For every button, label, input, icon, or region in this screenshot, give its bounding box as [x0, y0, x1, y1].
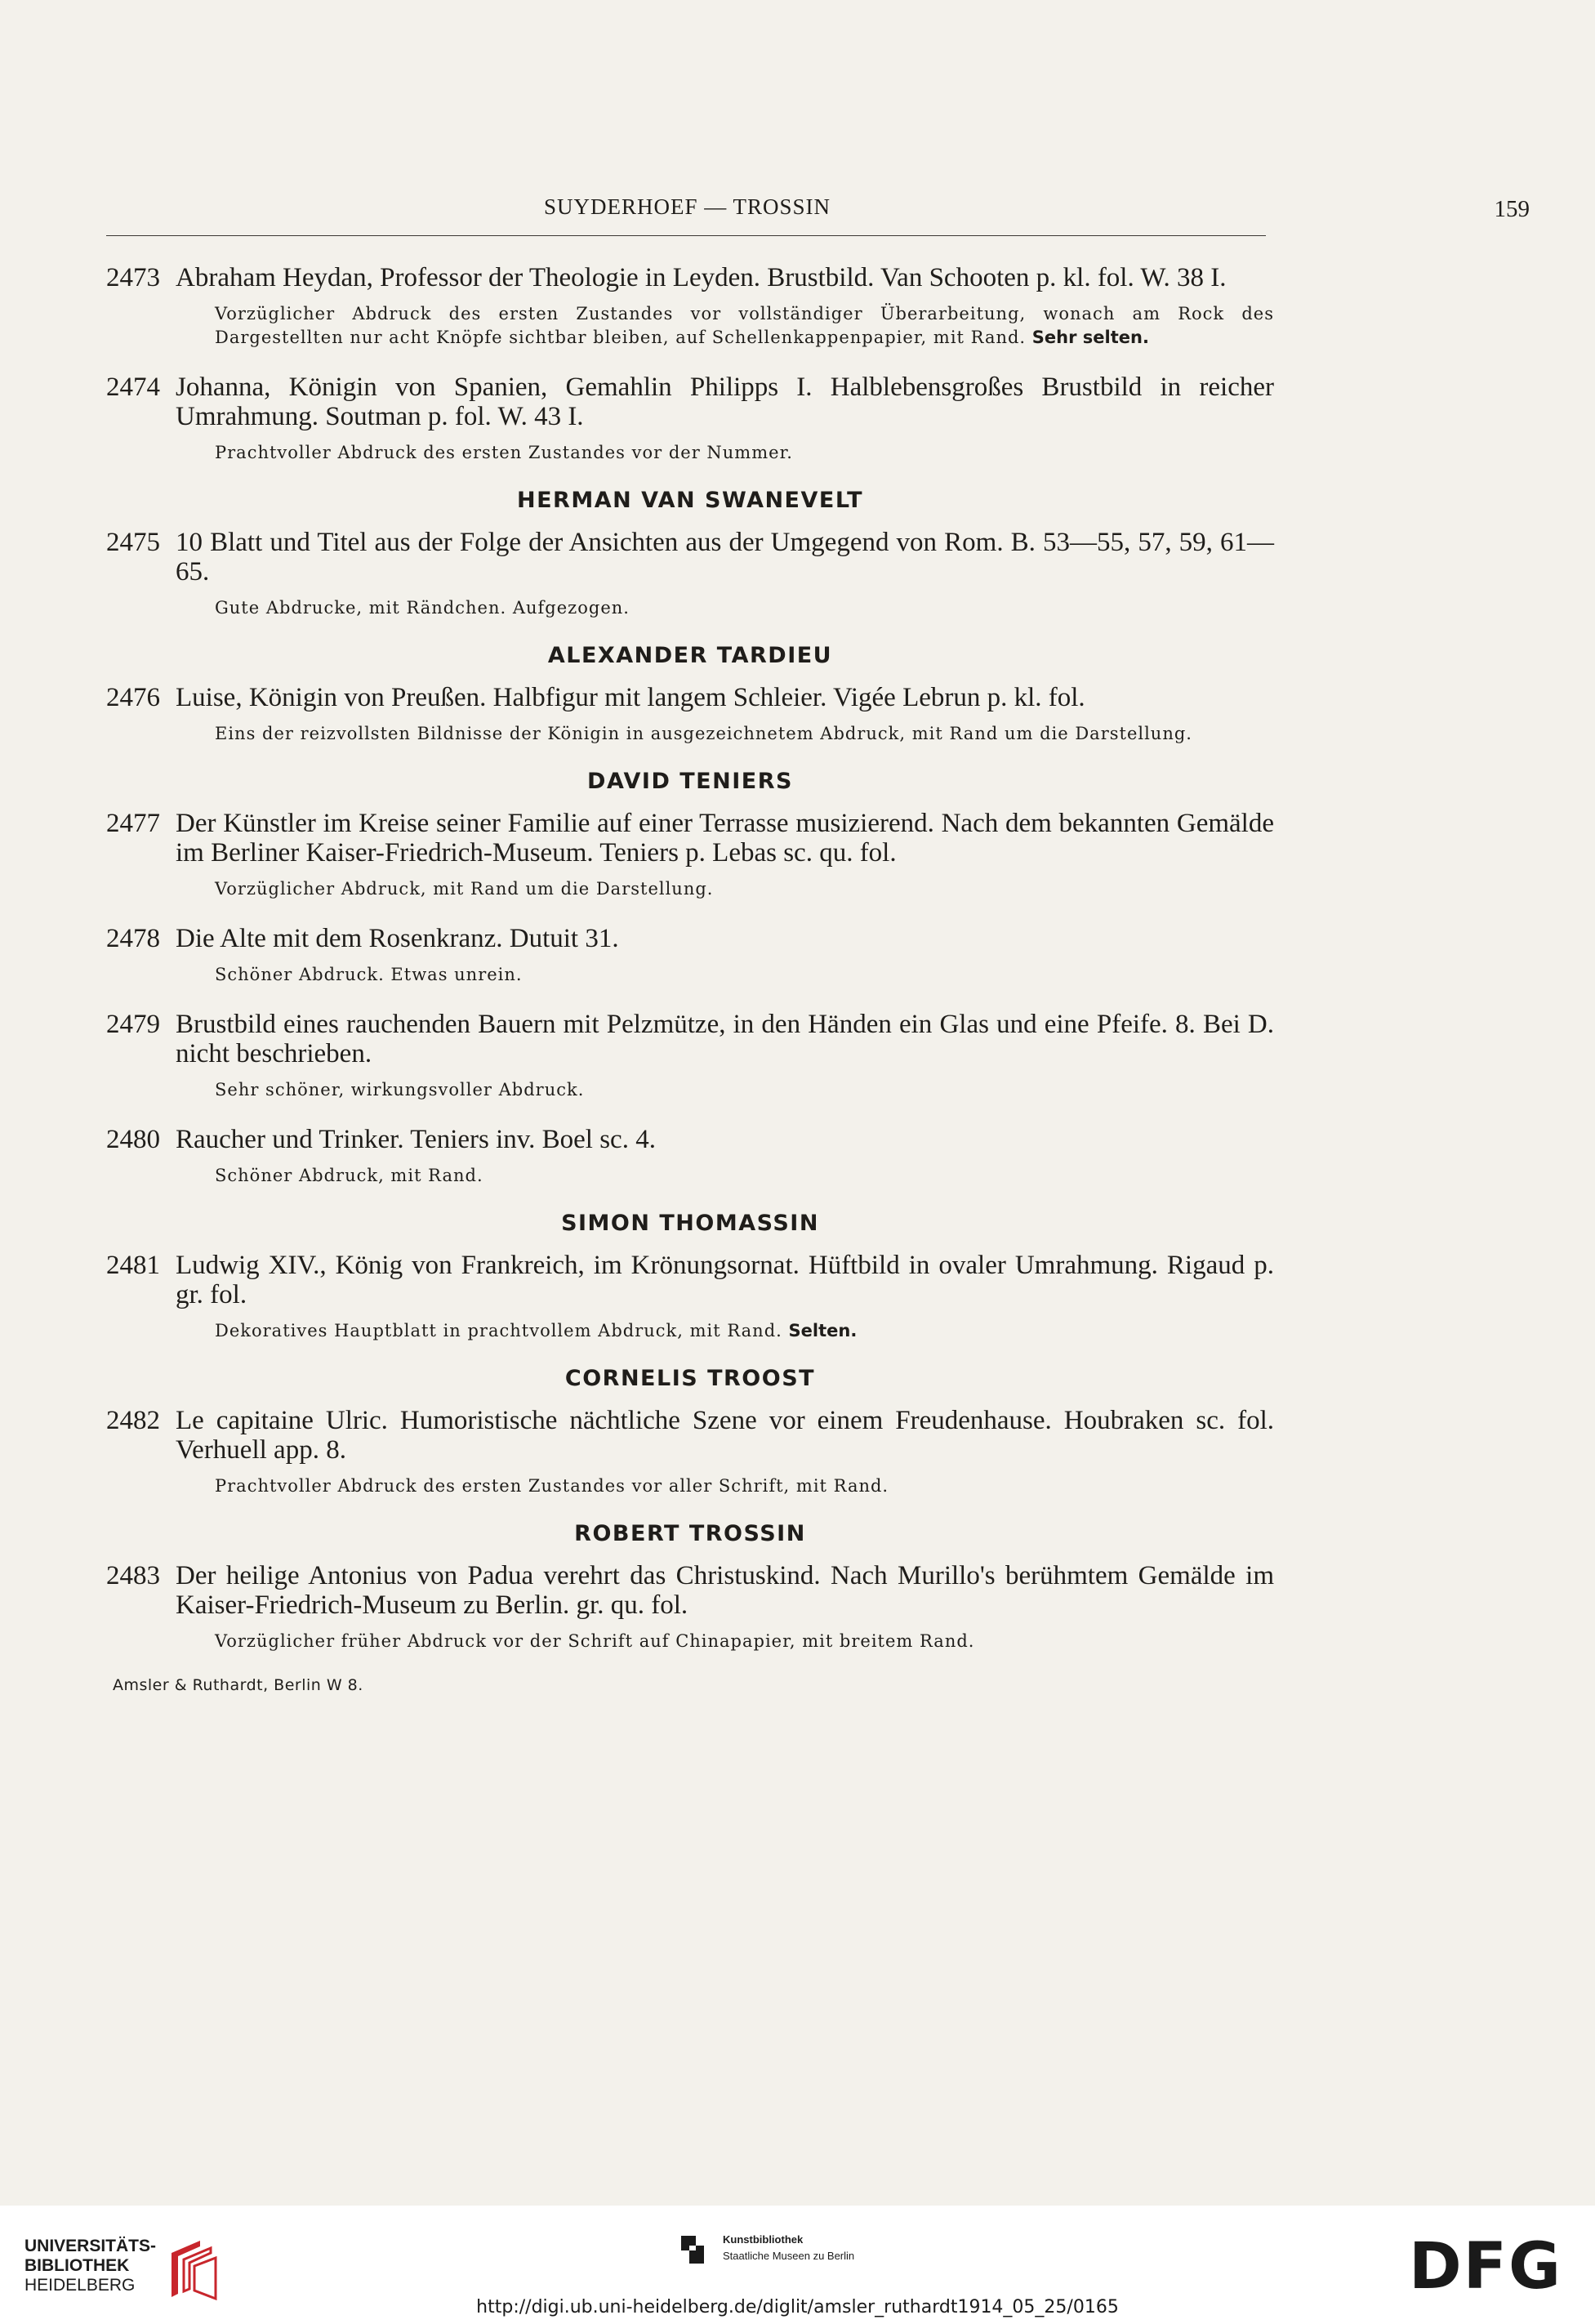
entry-title: Raucher und Trinker. Teniers inv. Boel sc. 4.	[176, 1125, 656, 1154]
entry-number: 2480	[106, 1125, 160, 1154]
entry-title: Brustbild eines rauchenden Bauern mit Pelzmütze, in den Händen ein Glas und eine Pfeife. 8. Bei D. nicht beschrieben.	[176, 1010, 1274, 1068]
artist-heading: HERMAN VAN SWANEVELT	[517, 488, 863, 513]
entry-note	[215, 1630, 1274, 1653]
kb-line2: Staatliche Museen zu Berlin	[723, 2250, 855, 2262]
page-number: 159	[1494, 196, 1530, 222]
entry-number: 2476	[106, 683, 160, 712]
entry-note-text: Vorzüglicher früher Abdruck vor der Schrift auf Chinapapier, mit breitem Rand.	[215, 1631, 975, 1651]
ub-line1: UNIVERSITÄTS-	[25, 2237, 157, 2255]
entry-note-text: Schöner Abdruck, mit Rand.	[215, 1166, 483, 1185]
entry-note-text: Eins der reizvollsten Bildnisse der Königin in ausgezeichnetem Abdruck, mit Rand um die Darstellung.	[215, 724, 1192, 743]
catalog-entry	[106, 1125, 1274, 1188]
entry-note-text: Vorzüglicher Abdruck, mit Rand um die Darstellung.	[215, 879, 714, 899]
entry-note	[215, 302, 1274, 350]
catalog-entry	[106, 1010, 1274, 1102]
entry-title: Johanna, Königin von Spanien, Gemahlin Philipps I. Halblebensgroßes Brustbild in reicher Umrahmung. Soutman p. fol. W. 43 I.	[176, 372, 1274, 431]
catalog-entry	[106, 263, 1274, 350]
entry-note-text: Dekoratives Hauptblatt in prachtvollem Abdruck, mit Rand.	[215, 1321, 782, 1340]
entry-note-emphasis: Sehr selten.	[1031, 328, 1149, 347]
entry-note-text: Schöner Abdruck. Etwas unrein.	[215, 965, 523, 984]
entry-note-text: Prachtvoller Abdruck des ersten Zustandes vor aller Schrift, mit Rand.	[215, 1476, 889, 1496]
ub-heidelberg-logo[interactable]	[25, 2237, 237, 2302]
entry-number: 2475	[106, 528, 160, 557]
artist-heading: SIMON THOMASSIN	[561, 1211, 819, 1236]
catalog-entry	[106, 1406, 1274, 1498]
running-title: SUYDERHOEF — TROSSIN	[543, 194, 831, 219]
entry-note	[215, 596, 1274, 620]
entry-note	[215, 1078, 1274, 1102]
entry-number: 2482	[106, 1406, 160, 1435]
entry-note	[215, 1164, 1274, 1188]
entry-title: Der heilige Antonius von Padua verehrt das Christuskind. Nach Murillo's berühmtem Gemälde im Kaiser-Friedrich-Museum zu Berlin. gr. qu. fol.	[176, 1561, 1274, 1620]
header-rule	[106, 235, 1266, 236]
kunstbibliothek-text	[723, 2232, 854, 2264]
publisher-imprint: Amsler & Ruthardt, Berlin W 8.	[113, 1676, 363, 1694]
artist-heading: ALEXANDER TARDIEU	[547, 643, 833, 668]
entry-note-emphasis: Selten.	[788, 1321, 858, 1340]
footer-bar	[0, 2206, 1595, 2324]
catalog-entry	[106, 1561, 1274, 1653]
entry-note	[215, 1319, 1274, 1343]
entry-number: 2473	[106, 263, 160, 292]
catalog-entry	[106, 1251, 1274, 1343]
entry-number: 2483	[106, 1561, 160, 1590]
ub-line2: BIBLIOTHEK	[25, 2256, 130, 2275]
catalog-entry	[106, 372, 1274, 465]
entry-title: Le capitaine Ulric. Humoristische nächtliche Szene vor einem Freudenhause. Houbraken sc. fol. Verhuell app. 8.	[176, 1406, 1274, 1465]
entry-note	[215, 441, 1274, 465]
entry-number: 2474	[106, 372, 160, 402]
dfg-logo[interactable]: DFG	[1408, 2230, 1562, 2304]
catalog-entry	[106, 809, 1274, 901]
ub-mark-icon	[163, 2237, 221, 2302]
entry-title: 10 Blatt und Titel aus der Folge der Ansichten aus der Umgegend von Rom. B. 53—55, 57, 59, 61—65.	[176, 528, 1274, 587]
kb-line1: Kunstbibliothek	[723, 2233, 804, 2246]
catalog-content	[106, 263, 1274, 1694]
ub-logo-text	[25, 2237, 156, 2295]
entry-note	[215, 963, 1274, 987]
entry-title: Die Alte mit dem Rosenkranz. Dutuit 31.	[176, 924, 619, 953]
entry-number: 2478	[106, 924, 160, 953]
kunstbibliothek-logo[interactable]	[678, 2230, 923, 2279]
catalog-entry	[106, 924, 1274, 987]
entry-note-text: Gute Abdrucke, mit Rändchen. Aufgezogen.	[215, 598, 630, 618]
entry-title: Ludwig XIV., König von Frankreich, im Krönungsornat. Hüftbild in ovaler Umrahmung. Rigaud p. gr. fol.	[176, 1251, 1274, 1309]
entry-title: Der Künstler im Kreise seiner Familie auf einer Terrasse musizierend. Nach dem bekannten Gemälde im Berliner Kaiser-Friedrich-Museum. Teniers p. Lebas sc. qu. fol.	[176, 809, 1274, 868]
entry-note-text: Vorzüglicher Abdruck des ersten Zustandes vor vollständiger Überarbeitung, wonach am Rock des Dargestellten nur acht Knöpfe sichtbar bleiben, auf Schellenkappenpapier, mit Rand.	[215, 304, 1274, 347]
artist-heading: CORNELIS TROOST	[564, 1366, 816, 1391]
artist-heading: ROBERT TROSSIN	[574, 1521, 806, 1546]
entry-note-text: Prachtvoller Abdruck des ersten Zustandes vor der Nummer.	[215, 443, 793, 462]
running-head	[106, 194, 1530, 227]
entry-note-text: Sehr schöner, wirkungsvoller Abdruck.	[215, 1080, 585, 1100]
catalog-entry	[106, 683, 1274, 746]
entry-note	[215, 877, 1274, 901]
entry-note	[215, 1474, 1274, 1498]
permalink-url[interactable]: http://digi.ub.uni-heidelberg.de/diglit/amsler_ruthardt1914_05_25/0165	[476, 2297, 1119, 2317]
entry-number: 2481	[106, 1251, 160, 1280]
entry-number: 2479	[106, 1010, 160, 1039]
entry-title: Luise, Königin von Preußen. Halbfigur mit langem Schleier. Vigée Lebrun p. kl. fol.	[176, 683, 1085, 712]
entry-title: Abraham Heydan, Professor der Theologie in Leyden. Brustbild. Van Schooten p. kl. fol. W. 38 I.	[176, 263, 1227, 292]
kunstbibliothek-mark-icon	[678, 2234, 707, 2267]
artist-heading: DAVID TENIERS	[587, 769, 793, 794]
entry-number: 2477	[106, 809, 160, 838]
catalog-entry	[106, 528, 1274, 620]
ub-line3: HEIDELBERG	[25, 2276, 136, 2295]
entry-note	[215, 722, 1274, 746]
